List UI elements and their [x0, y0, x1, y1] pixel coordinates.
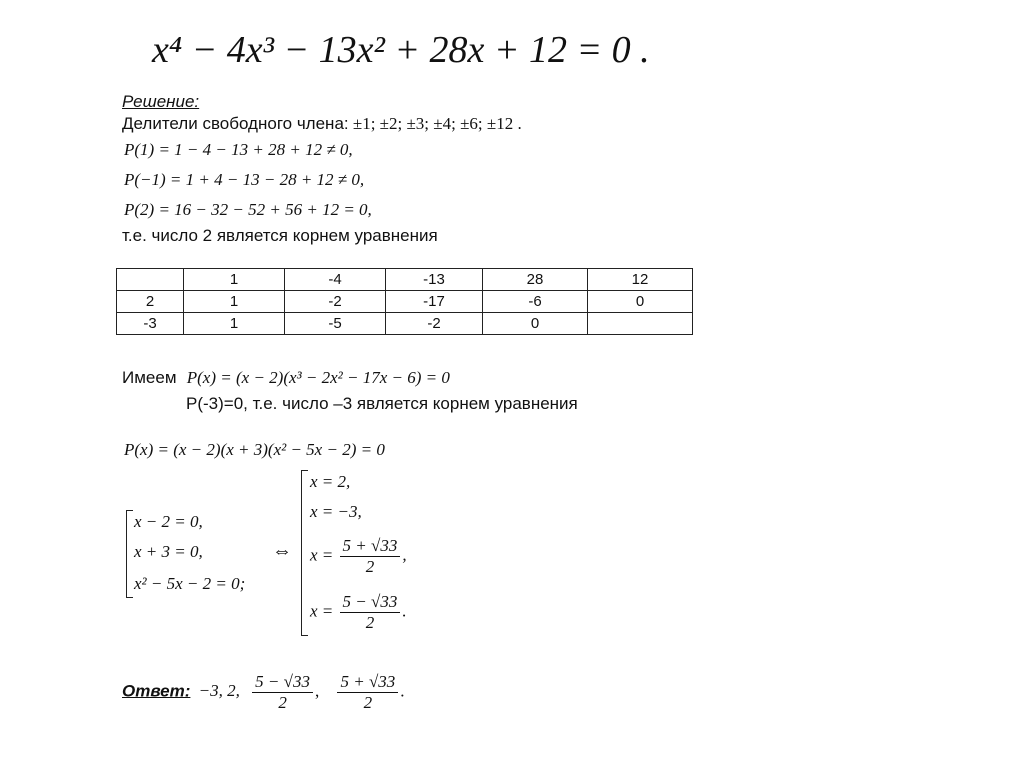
table-cell: 0 — [588, 291, 693, 313]
system-left-eq1: x − 2 = 0, — [134, 512, 203, 531]
factor2-expr: P(x) = (x − 2)(x + 3)(x² − 5x − 2) = 0 — [124, 440, 385, 459]
answer-line — [122, 672, 405, 713]
root-3-fraction — [340, 536, 401, 577]
table-cell: -17 — [386, 291, 483, 313]
answer-label: Ответ: — [122, 681, 191, 701]
table-cell: -2 — [386, 313, 483, 335]
fraction-denominator: 2 — [365, 613, 375, 632]
root-4-prefix: x = — [310, 601, 334, 621]
left-system-bracket — [126, 510, 127, 598]
table-cell — [588, 313, 693, 335]
system-left-eq2: x + 3 = 0, — [134, 542, 203, 561]
fraction-numerator: 5 − √33 — [340, 592, 401, 613]
fraction-denominator: 2 — [278, 693, 287, 712]
pm1-check: P(−1) = 1 + 4 − 13 − 28 + 12 ≠ 0, — [124, 170, 365, 189]
answer-fraction-2-tail: . — [400, 681, 405, 701]
factor1-prefix: Имеем — [122, 368, 177, 387]
right-system-bracket — [301, 470, 302, 636]
divisors-line — [122, 114, 522, 134]
table-row — [117, 313, 693, 335]
factor1-expr: P(x) = (x − 2)(x³ − 2x² − 17x − 6) = 0 — [186, 368, 450, 387]
table-cell: 1 — [184, 269, 285, 291]
fraction-denominator: 2 — [363, 693, 373, 712]
answer-fraction-2 — [337, 672, 398, 713]
divisors-values: ±1; ±2; ±3; ±4; ±6; ±12 . — [352, 114, 522, 133]
root-1: x = 2, — [310, 472, 351, 491]
table-cell: -6 — [483, 291, 588, 313]
equivalence-arrow: ⇔ — [272, 540, 292, 562]
answer-values: −3, 2, — [198, 681, 240, 701]
table-cell: -2 — [285, 291, 386, 313]
fraction-denominator: 2 — [365, 557, 375, 576]
table-cell: 12 — [588, 269, 693, 291]
answer-fraction-1 — [252, 672, 313, 713]
root-2: x = −3, — [310, 502, 362, 521]
solution-heading: Решение: — [122, 92, 200, 111]
root-note: т.е. число 2 является корнем уравнения — [122, 226, 438, 245]
table-row — [117, 291, 693, 313]
main-equation: x⁴ − 4x³ − 13x² + 28x + 12 = 0 . — [152, 29, 650, 71]
divisors-label: Делители свободного члена: — [122, 114, 349, 133]
table-cell: 1 — [184, 313, 285, 335]
root-3-prefix: x = — [310, 545, 334, 565]
p1-check: P(1) = 1 − 4 − 13 + 28 + 12 ≠ 0, — [124, 140, 353, 159]
root-3-tail: , — [402, 545, 407, 565]
p2-check: P(2) = 16 − 32 − 52 + 56 + 12 = 0, — [124, 200, 372, 219]
fraction-numerator: 5 − √33 — [252, 672, 313, 693]
root-4 — [310, 592, 407, 633]
table-row — [117, 269, 693, 291]
table-cell — [117, 269, 184, 291]
fraction-numerator: 5 + √33 — [340, 536, 401, 557]
table-cell: 2 — [117, 291, 184, 313]
factor1-line — [122, 368, 450, 388]
answer-fraction-1-tail: , — [314, 681, 320, 701]
table-cell: -4 — [285, 269, 386, 291]
root2-note: P(-3)=0, т.е. число –3 является корнем уравнения — [186, 394, 578, 413]
horner-table — [116, 268, 693, 335]
table-cell: -3 — [117, 313, 184, 335]
table-cell: 0 — [483, 313, 588, 335]
table-cell: 1 — [184, 291, 285, 313]
root-4-tail: . — [402, 601, 407, 621]
system-left-eq3: x² − 5x − 2 = 0; — [134, 574, 246, 593]
root-3 — [310, 536, 407, 577]
table-cell: -5 — [285, 313, 386, 335]
fraction-numerator: 5 + √33 — [337, 672, 398, 693]
table-cell: 28 — [483, 269, 588, 291]
table-cell: -13 — [386, 269, 483, 291]
root-4-fraction — [340, 592, 401, 633]
